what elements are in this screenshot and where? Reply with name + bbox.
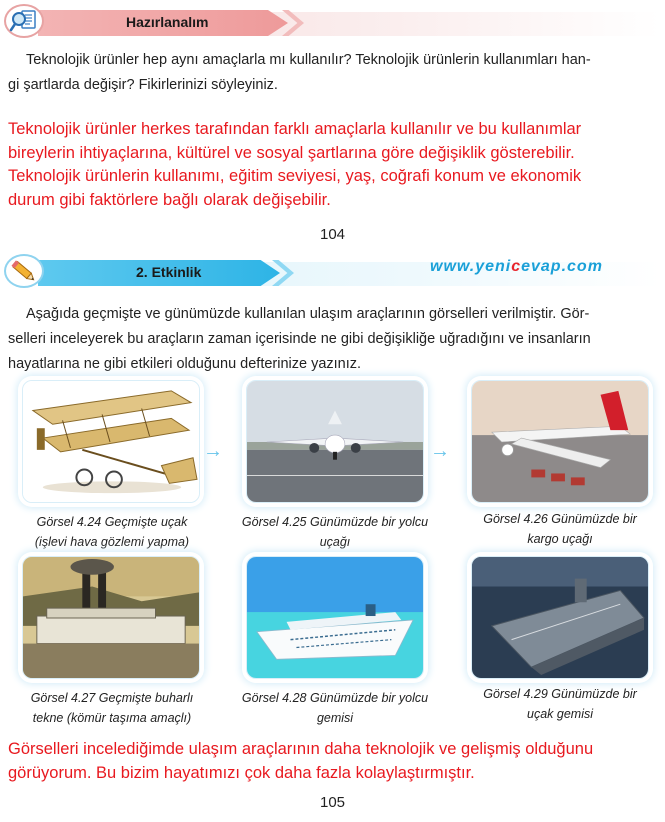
- caption-line: Görsel 4.24 Geçmişte uçak: [36, 515, 188, 529]
- image-caption: [460, 684, 660, 724]
- answer-line: Görselleri incelediğimde ulaşım araçlarının daha teknolojik ve gelişmiş olduğunu: [8, 740, 594, 758]
- answer-line: durum gibi faktörlere bağlı olarak değişebilir.: [8, 190, 331, 209]
- image-caption: [460, 509, 660, 549]
- image-caption: [235, 512, 435, 552]
- caption-line: gemisi: [316, 711, 354, 725]
- image-caption: [12, 512, 212, 552]
- caption-line: Görsel 4.29 Günümüzde bir: [483, 687, 637, 701]
- answer-block-2: [8, 738, 663, 785]
- arrow-right-icon: →: [430, 440, 450, 462]
- instruction-line: Aşağıda geçmişte ve günümüzde kullanılan ulaşım araçlarının görselleri verilmiştir. Gör-: [26, 306, 590, 322]
- image-caption: [12, 688, 212, 728]
- section-title: 2. Etkinlik: [136, 264, 202, 280]
- caption-line: uçak gemisi: [527, 707, 593, 721]
- section-header-hazirlanalim: [0, 4, 665, 38]
- caption-line: kargo uçağı: [527, 532, 593, 546]
- image-caption: [235, 688, 435, 728]
- caption-line: Görsel 4.28 Günümüzde bir yolcu: [241, 691, 429, 705]
- magnifier-notes-icon: [4, 4, 44, 38]
- answer-block-1: [8, 118, 658, 212]
- image-cruise-ship: [246, 556, 424, 679]
- answer-line: Teknolojik ürünlerin kullanımı, eğitim seviyesi, yaş, coğrafi konum ve ekonomik: [8, 167, 582, 185]
- caption-line: uçağı: [319, 535, 351, 549]
- website-watermark: [430, 258, 603, 276]
- question-text: [8, 48, 658, 98]
- caption-line: Görsel 4.25 Günümüzde bir yolcu: [241, 515, 429, 529]
- caption-line: (işlevi hava gözlemi yapma): [34, 535, 190, 549]
- instruction-line: hayatlarına ne gibi etkileri olduğunu defterinize yazınız.: [8, 356, 362, 372]
- website-suffix: evap.com: [521, 258, 603, 275]
- website-prefix: www.yeni: [430, 258, 512, 275]
- question-line: Teknolojik ürünler hep aynı amaçlarla mı kullanılır? Teknolojik ürünlerin kullanımları han-: [26, 52, 591, 68]
- answer-line: Teknolojik ürünler herkes tarafından farklı amaçlarla kullanılır ve bu kullanımlar: [8, 120, 582, 138]
- image-cargo-plane: [471, 380, 649, 503]
- website-accent: c: [511, 258, 522, 275]
- instruction-line: selleri inceleyerek bu araçların zaman içerisinde ne gibi değişikliğe uğradığını ve insanların: [8, 331, 591, 347]
- instruction-text: [8, 302, 658, 377]
- image-steamboat: [22, 556, 200, 679]
- caption-line: Görsel 4.26 Günümüzde bir: [483, 512, 637, 526]
- image-passenger-plane: [246, 380, 424, 503]
- page-number: 104: [319, 226, 346, 243]
- image-historic-plane: [22, 380, 200, 503]
- arrow-right-icon: →: [203, 440, 223, 462]
- image-aircraft-carrier: [471, 556, 649, 679]
- answer-line: görüyorum. Bu bizim hayatımızı çok daha fazla kolaylaştırmıştır.: [8, 763, 475, 782]
- caption-line: Görsel 4.27 Geçmişte buharlı: [30, 691, 194, 705]
- section-title: Hazırlanalım: [126, 14, 209, 30]
- answer-line: bireylerin ihtiyaçlarına, kültürel ve sosyal şartlarına göre değişiklik gösterebilir.: [8, 143, 575, 162]
- pencil-icon: [4, 254, 44, 288]
- question-line: gi şartlarda değişir? Fikirlerinizi söyleyiniz.: [8, 77, 278, 93]
- page-number: 105: [319, 794, 346, 811]
- caption-line: tekne (kömür taşıma amaçlı): [32, 711, 192, 725]
